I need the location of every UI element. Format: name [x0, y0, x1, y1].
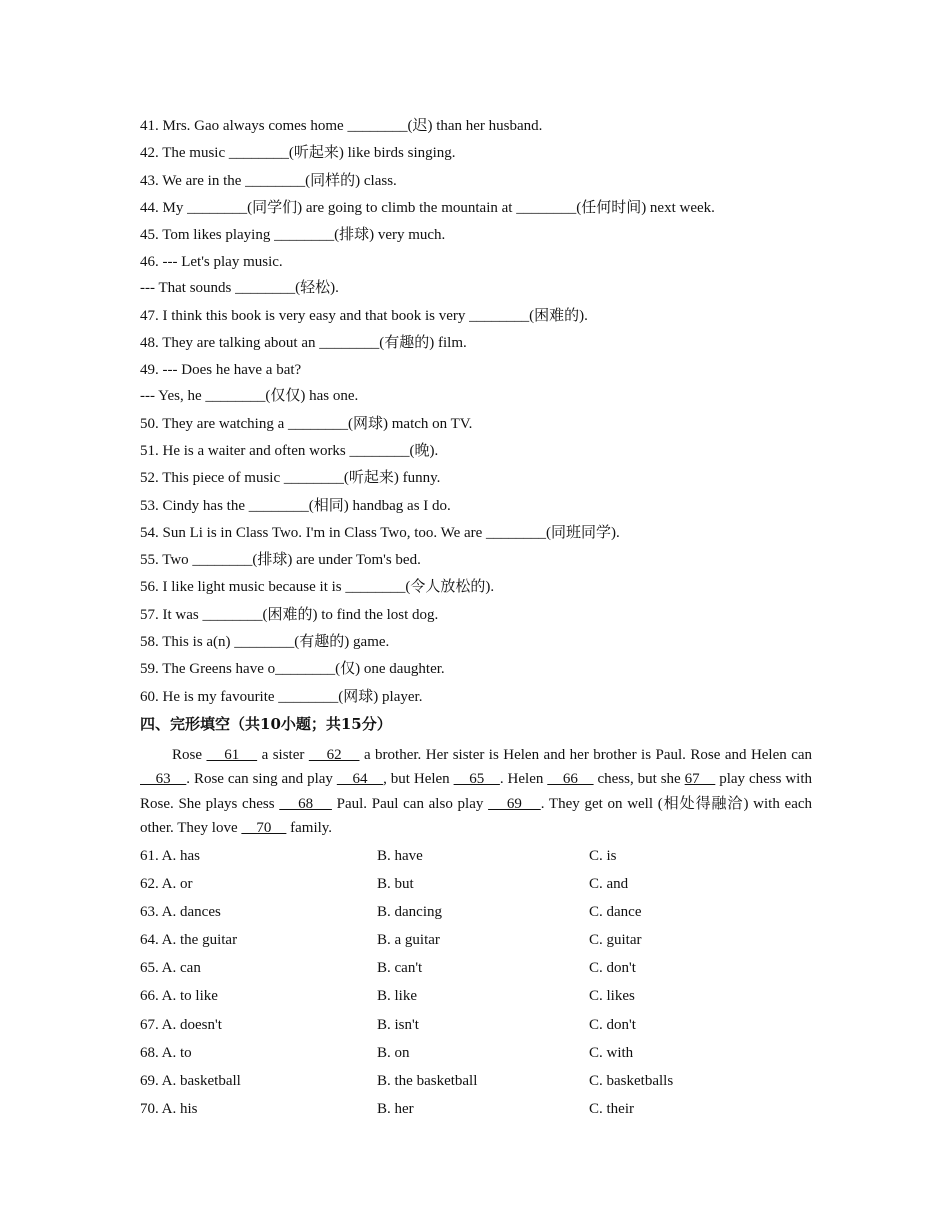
option-c: C. don't [589, 960, 636, 977]
option-a: 62. A. or [140, 876, 193, 893]
option-a: 64. A. the guitar [140, 932, 238, 949]
blank-69: 69 [488, 795, 541, 812]
option-b: B. like [377, 988, 417, 1005]
blank-63: 63 [140, 771, 187, 788]
question-55: 55. Two ________(排球) are under Tom's bed. [140, 552, 421, 569]
question-48: 48. They are talking about an ________(有趣的) film. [140, 335, 467, 352]
option-a: 66. A. to like [140, 988, 218, 1005]
question-53: 53. Cindy has the ________(相同) handbag as I do. [140, 497, 451, 514]
blank-67: 67 [684, 771, 716, 788]
passage-text: , but Helen [383, 771, 454, 788]
section-heading: 四、完形填空（共10小题；共15分） [140, 714, 392, 733]
question-52: 52. This piece of music ________(听起来) funny. [140, 470, 441, 487]
option-b: B. the basketball [377, 1072, 478, 1089]
passage-text: family. [286, 820, 333, 837]
options-row-61 [140, 842, 812, 870]
passage-text: a brother. Her sister is Helen and her brother is Paul. Rose and Helen can [359, 746, 813, 763]
options-row-70 [140, 1095, 812, 1123]
option-c: C. their [589, 1100, 634, 1117]
passage-text: . Helen [499, 771, 548, 788]
passage-text: play chess with Rose. She plays chess [140, 771, 813, 812]
passage-text: . They get on well (相处得融洽) with each other. They love [140, 795, 813, 837]
question-60: 60. He is my favourite ________(网球) player. [140, 688, 423, 705]
passage-text: chess, but she [593, 771, 685, 788]
option-c: C. with [589, 1044, 634, 1061]
option-a: 63. A. dances [140, 904, 221, 921]
option-c: C. is [589, 847, 617, 864]
question-51: 51. He is a waiter and often works ________(晚). [140, 442, 439, 459]
question-46-prompt: 46. --- Let's play music. [140, 254, 283, 271]
option-c: C. likes [589, 988, 635, 1005]
passage-text: . Rose can sing and play [186, 771, 337, 788]
blank-70: 70 [241, 820, 287, 837]
blank-64: 64 [336, 771, 384, 788]
cloze-passage [140, 743, 812, 841]
option-a: 65. A. can [140, 960, 201, 977]
option-b: B. isn't [377, 1016, 419, 1033]
question-54: 54. Sun Li is in Class Two. I'm in Class Two, too. We are ________(同班同学). [140, 524, 620, 541]
blank-66: 66 [547, 771, 594, 788]
question-42: 42. The music ________(听起来) like birds singing. [140, 145, 456, 162]
question-58: 58. This is a(n) ________(有趣的) game. [140, 634, 390, 651]
option-a: 61. A. has [140, 847, 200, 864]
option-a: 69. A. basketball [140, 1072, 241, 1089]
question-46-answer: --- That sounds ________(轻松). [140, 280, 339, 297]
option-b: B. a guitar [377, 932, 440, 949]
question-49-answer: --- Yes, he ________(仅仅) has one. [140, 388, 359, 405]
options-row-69 [140, 1067, 812, 1095]
options-row-65 [140, 954, 812, 982]
question-59: 59. The Greens have o________(仅) one daughter. [140, 661, 445, 678]
question-49-prompt: 49. --- Does he have a bat? [140, 362, 302, 379]
option-c: C. and [589, 876, 629, 893]
blank-62: 62 [308, 746, 360, 763]
fill-in-questions [140, 113, 812, 711]
passage-text: a sister [257, 746, 309, 763]
options-row-66 [140, 982, 812, 1010]
option-c: C. dance [589, 904, 642, 921]
option-a: 68. A. to [140, 1044, 192, 1061]
question-43: 43. We are in the ________(同样的) class. [140, 172, 397, 189]
option-b: B. dancing [377, 904, 442, 921]
blank-65: 65 [453, 771, 500, 788]
question-50: 50. They are watching a ________(网球) match on TV. [140, 415, 473, 432]
option-b: B. can't [377, 960, 423, 977]
option-a: 67. A. doesn't [140, 1016, 222, 1033]
question-57: 57. It was ________(困难的) to find the lost dog. [140, 606, 439, 623]
answer-options [140, 842, 812, 1123]
passage-text: Paul. Paul can also play [331, 795, 489, 812]
option-b: B. but [377, 876, 414, 893]
option-a: 70. A. his [140, 1100, 198, 1117]
option-b: B. have [377, 847, 423, 864]
blank-68: 68 [279, 795, 332, 812]
passage-text: Rose [172, 746, 207, 763]
question-41: 41. Mrs. Gao always comes home ________(迟) than her husband. [140, 118, 543, 134]
options-row-62 [140, 870, 812, 898]
question-56: 56. I like light music because it is ________(令人放松的). [140, 579, 495, 596]
option-b: B. on [377, 1044, 410, 1061]
question-45: 45. Tom likes playing ________(排球) very much. [140, 227, 446, 244]
options-row-67 [140, 1011, 812, 1039]
options-row-63 [140, 898, 812, 926]
worksheet-page [140, 113, 812, 1123]
option-c: C. don't [589, 1016, 636, 1033]
question-44: 44. My ________(同学们) are going to climb the mountain at ________(任何时间) next week. [140, 199, 715, 216]
options-row-64 [140, 926, 812, 954]
options-row-68 [140, 1039, 812, 1067]
question-47: 47. I think this book is very easy and that book is very ________(困难的). [140, 307, 588, 324]
option-c: C. basketballs [589, 1072, 674, 1089]
option-b: B. her [377, 1100, 414, 1117]
blank-61: 61 [206, 746, 258, 763]
option-c: C. guitar [589, 932, 642, 949]
